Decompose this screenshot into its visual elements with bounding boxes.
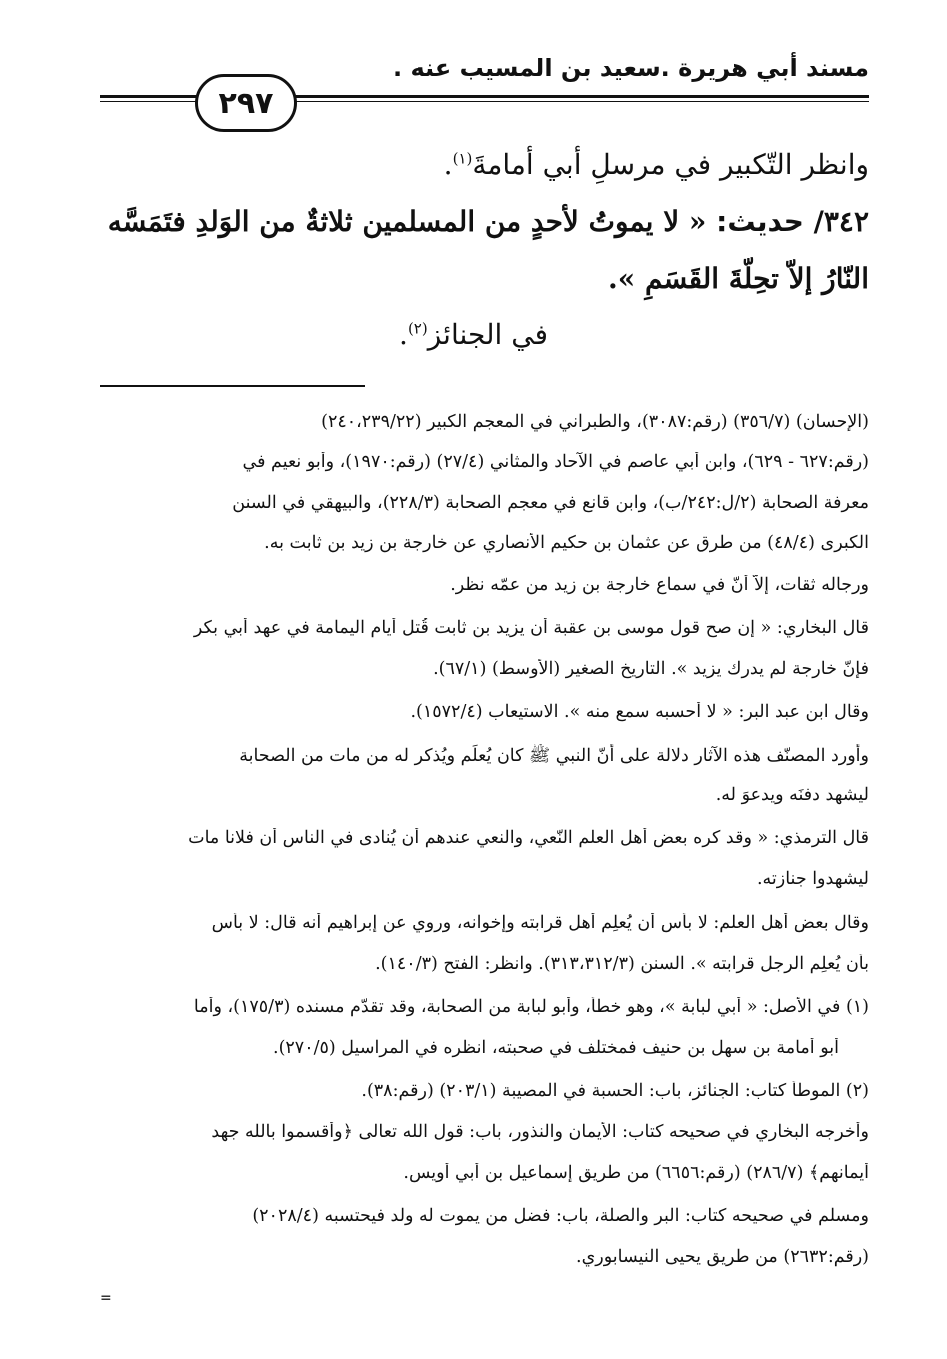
main-line-1 bbox=[444, 148, 869, 181]
footnote-line: معرفة الصحابة (٢/ل:٢٤٢/ب)، وابن قانع في معجم الصحابة (٢٢٨/٣)، والبيهقي في السنن bbox=[232, 493, 869, 513]
footnote-separator bbox=[100, 385, 365, 387]
footnote-line: وأورد المصنّف هذه الآثار دلالة على أنّ النبي ﷺ كان يُعلَم ويُذكر له من مات من الصحابة bbox=[239, 746, 869, 766]
page-number: ٢٩٧ bbox=[195, 74, 297, 132]
footnote-line: ليشهد دفنَه ويدعوَ له. bbox=[715, 785, 869, 805]
footnote-line: (٢) الموطأ كتاب: الجنائز، باب: الحسبة في المصيبة (٢٠٣/١) (رقم:٣٨). bbox=[361, 1081, 869, 1101]
footnote-ref-1: (١) bbox=[452, 149, 473, 168]
hadith-line-1 bbox=[108, 205, 869, 238]
footnote-line: (١) في الأصل: « أبي لبابة »، وهو خطأ، وأبو لبابة من الصحابة، وقد تقدّم مسنده (١٧٥/٣)، وأما bbox=[193, 997, 869, 1017]
hadith-number: ٣٤٢/ bbox=[813, 205, 869, 238]
main-line-1-end: . bbox=[443, 148, 453, 181]
footnote-line: وقال ابن عبد البر: « لا أحسبه سمع منه ». الاستيعاب (١٥٧٢/٤). bbox=[410, 702, 869, 722]
footnote-line: وأخرجه البخاري في صحيحه كتاب: الأيمان والنذور، باب: قول الله تعالى ﴿وأقسموا بالله جهد bbox=[211, 1122, 869, 1142]
footnote-line: أبو أمامة بن سهل بن حنيف فمختلف في صحبته، انظره في المراسيل (٢٧٠/٥). bbox=[273, 1038, 839, 1058]
footnote-line: بأن يُعلِم الرجل قرابته ». السنن (٣١٣،٣١٢/٣). وانظر: الفتح (١٤٠/٣). bbox=[375, 954, 869, 974]
hadith-text-1: « لا يموتُ لأحدٍ من المسلمين ثلاثةٌ من الوَلدِ فتَمَسَّه bbox=[107, 205, 707, 238]
hadith-line-2 bbox=[608, 262, 869, 295]
footnote-line: أيمانهم﴾ (٢٨٦/٧) (رقم:٦٦٥٦) من طريق إسماعيل بن أبي أويس. bbox=[403, 1163, 869, 1183]
footnote-line: ورجاله ثقات، إلاّ أنّ في سماع خارجة بن زيد من عمّه نظر. bbox=[450, 575, 869, 595]
footnote-line: ومسلم في صحيحه كتاب: البر والصلة، باب: فضل من يموت له ولد فيحتسبه (٢٠٢٨/٤) bbox=[252, 1206, 869, 1226]
footnote-line: (رقم:٦٢٧ - ٦٢٩)، وابن أبي عاصم في الآحاد والمثاني (٢٧/٤) (رقم:١٩٧٠)، وأبو نعيم في bbox=[242, 452, 869, 472]
chapter-reference bbox=[0, 318, 947, 351]
footnote-line: (رقم:٢٦٣٢) من طريق يحيى النيسابوري. bbox=[576, 1247, 869, 1267]
main-line-1-text: وانظر التّكبير في مرسلِ أبي أمامةَ bbox=[472, 148, 869, 181]
footnote-line: (الإحسان) (٣٥٦/٧) (رقم:٣٠٨٧)، والطبراني في المعجم الكبير (٢٤٠،٢٣٩/٢٢) bbox=[321, 412, 869, 432]
footnote-line: فإنّ خارجة لم يدرك يزيد ». التاريخ الصغير (الأوسط) (٦٧/١). bbox=[433, 659, 869, 679]
footnote-ref-2: (٢) bbox=[407, 319, 428, 338]
footnote-line: قال الترمذي: « وقد كره بعض أهل العلم النّعي، والنعي عندهم أن يُنادى في الناس أن فلانا مات bbox=[188, 828, 869, 848]
running-title: مسند أبي هريرة .سعيد بن المسيب عنه . bbox=[393, 54, 869, 82]
chapter-text: في الجنائز$^{(٢)}$. bbox=[399, 318, 548, 351]
hadith-label: حديث: bbox=[716, 205, 804, 238]
hadith-text-2: النّارُ إلاّ تحِلّةَ القَسَمِ ». bbox=[607, 262, 869, 295]
footnote-line: الكبرى (٤٨/٤) من طرق عن عثمان بن حكيم الأنصاري عن خارجة بن زيد بن ثابت به. bbox=[264, 533, 869, 553]
footnote-line: ليشهدوا جنازته. bbox=[756, 869, 869, 889]
footnote-line: قال البخاري: « إن صح قول موسى بن عقبة أن يزيد بن ثابت قُتل أيام اليمامة في عهد أبي بكر bbox=[193, 618, 869, 638]
page-continuation-mark: = bbox=[100, 1290, 112, 1306]
footnote-line: وقال بعض أهل العلم: لا بأس أن يُعلِم أهل قرابته وإخوانه، وروي عن إبراهيم أنه قال: لا بأس bbox=[211, 913, 869, 933]
